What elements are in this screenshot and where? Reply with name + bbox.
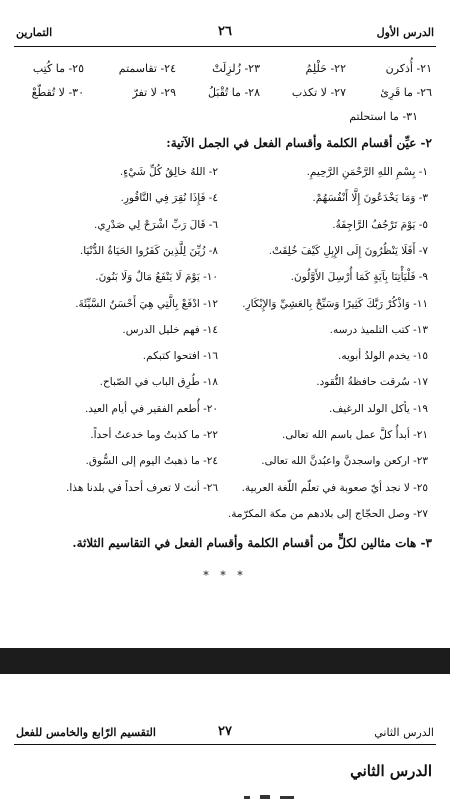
sentence-left: ١٢- ادْفَعْ بِالَّتِي هِيَ أَحْسَنُ السَّيِّئَةَ. bbox=[75, 298, 218, 310]
verb-item: ٢٢- حَلْلِمُ bbox=[305, 62, 346, 75]
sentence-right: ١- بِسْمِ اللهِ الرَّحْمَنِ الرَّحِيمِ. bbox=[306, 166, 428, 178]
sentence-left: ١٦- افتحوا كتبكم. bbox=[142, 350, 218, 362]
verb-item: ٢١- أُذكرن bbox=[385, 62, 432, 75]
sentence-left: ٦- قَالَ رَبِّ اشْرَحْ لِي صَدْرِي. bbox=[94, 219, 218, 231]
header-lesson: الدرس الثاني bbox=[374, 726, 434, 739]
sentence-left: ١٨- طُرِق الباب في الصّباح. bbox=[99, 376, 218, 388]
sentence-left: ٢- اللهُ خالِقُ كُلِّ شَيْءٍ. bbox=[119, 166, 218, 178]
sentence-right: ٥- يَوْمَ تَرْجُفُ الرَّاجِفَةُ. bbox=[332, 219, 428, 231]
sentence-right: ٧- أَفَلَا يَنْظُرُونَ إِلَى الإِبِلِ كَيْفَ خُلِقَتْ. bbox=[268, 245, 428, 257]
sentence-right: ١٧- سُرقت حافظةُ النُّقود. bbox=[316, 376, 428, 388]
sentence-left: ٢٤- ما ذهبتُ اليوم إلى السُّوق. bbox=[85, 455, 218, 467]
sentence-right: ١٩- يأكل الولد الرغيف. bbox=[329, 403, 428, 415]
verb-item: ٢٤- تقاسمتم bbox=[118, 62, 176, 75]
page-header bbox=[14, 24, 436, 47]
sentence-left: ٢٠- أُطعم الفقير في أيام العيد. bbox=[84, 403, 218, 415]
header-lesson: الدرس الأول bbox=[376, 26, 434, 39]
sentence-right: ١٣- كتب التلميذ درسه. bbox=[329, 324, 428, 336]
lesson-title: الدرس الثاني bbox=[350, 762, 432, 780]
sentence-right: ١١- وَاذْكُرْ رَبَّكَ كَثِيرًا وَسَبِّحْ بِالعَشِيِّ وَالإِبْكَارِ. bbox=[242, 298, 428, 310]
verb-item: ٢٥- ما كُتِب bbox=[32, 62, 84, 75]
sentence-right: ٢٣- اركعن واسجدنَّ واعبُدنَّ الله تعالى. bbox=[261, 455, 428, 467]
verb-row-1 bbox=[14, 62, 432, 80]
sentence-right: ٩- فَلْيَأْتِنَا بِآيَةٍ كَمَا أُرْسِلَ الأَوَّلُونَ. bbox=[290, 271, 428, 283]
sentence-right: ٢٧- وصل الحجّاج إلى بلادهم من مكة المكرّمة. bbox=[227, 508, 428, 520]
verb-item: ٣٠- لا تُقطّعْ bbox=[31, 86, 84, 99]
verb-item: ٢٩- لا تفرّ bbox=[132, 86, 176, 99]
sentence-right: ٣- وَمَا يَخْدَعُونَ إِلَّا أَنْفُسَهُمْ. bbox=[312, 192, 428, 204]
section-3-title: ٣- هات مثالين لكلٍّ من أقسام الكلمة وأقسام الفعل في التقاسيم الثلاثة. bbox=[72, 536, 432, 550]
sentence-right: ١٥- يخدم الولدُ أبويه. bbox=[338, 350, 428, 362]
verb-item: ٢٨- ما تُقْبَلُ bbox=[207, 86, 260, 99]
page-gap bbox=[0, 648, 450, 674]
verb-item: ٢٣- زُلزِلَتْ bbox=[212, 62, 260, 75]
verb-item: ٢٦- ما قَرِئ bbox=[380, 86, 432, 99]
section-2-title: ٢- عيِّن أقسام الكلمة وأقسام الفعل في الجمل الآتية: bbox=[166, 136, 432, 150]
cropped-text-fragment bbox=[240, 794, 300, 800]
sentence-left: ١٤- فهم خليل الدرس. bbox=[122, 324, 218, 336]
sentence-left: ٨- زُيِّنَ لِلَّذِينَ كَفَرُوا الحَيَاةُ الدُّنْيَا. bbox=[79, 245, 218, 257]
header-section: التقسيم الرّابع والخامس للفعل bbox=[16, 726, 156, 739]
sentence-left: ٢٦- أنتَ لا تعرف أحداً في بلدنا هذا. bbox=[66, 482, 218, 494]
page-header bbox=[14, 724, 436, 745]
page-27 bbox=[0, 674, 450, 800]
sentence-left: ٢٢- ما كذبتُ وما خدعتُ أحداً. bbox=[90, 429, 218, 441]
header-page-number: ٢٧ bbox=[218, 724, 232, 739]
separator-stars: * * * bbox=[203, 569, 247, 582]
sentence-left: ١٠- يَوْمَ لَا يَنْفَعُ مَالٌ وَلَا بَنُونَ. bbox=[95, 271, 218, 283]
verb-item: ٢٧- لا تكذب bbox=[291, 86, 346, 99]
item-31: ٣١- ما استحلتم bbox=[349, 110, 418, 123]
sentence-right: ٢١- أبدأُ كلَّ عمل باسم الله تعالى. bbox=[282, 429, 428, 441]
sentence-left: ٤- فَإِذَا نُقِرَ فِي النَّاقُورِ. bbox=[120, 192, 218, 204]
verb-row-2 bbox=[14, 86, 432, 104]
sentence-right: ٢٥- لا نجد أيّ صعوبة في تعلّم اللّغة العربية. bbox=[241, 482, 428, 494]
header-page-number: ٢٦ bbox=[218, 24, 232, 39]
header-section: التمارين bbox=[16, 26, 53, 39]
